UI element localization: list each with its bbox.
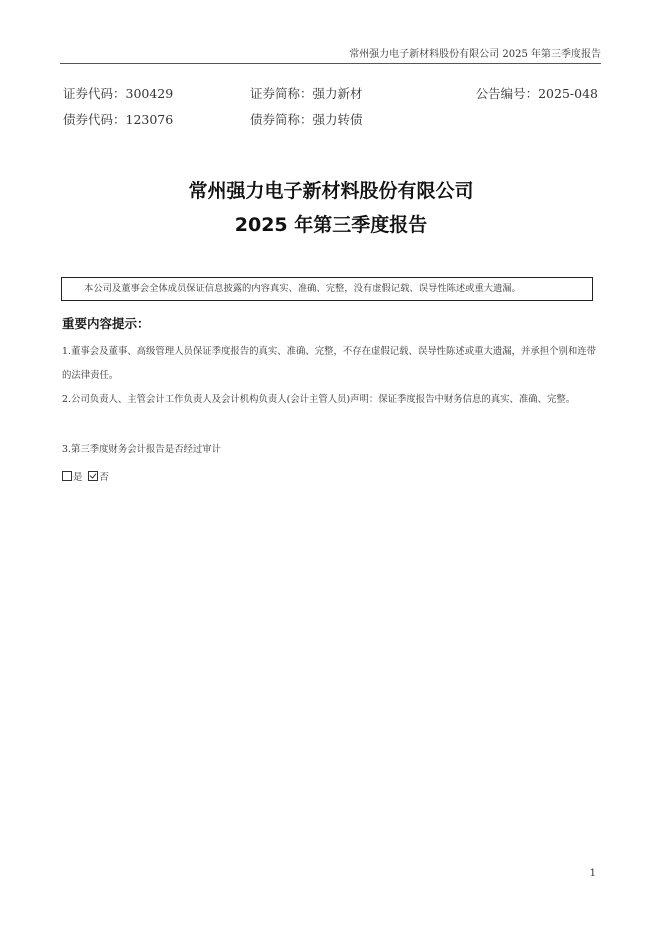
code-row-bond — [63, 110, 598, 128]
audit-options — [62, 468, 109, 488]
notice-item-1: 1.董事会及董事、高级管理人员保证季度报告的真实、准确、完整，不存在虚假记载、误导性陈述或重大遗漏，并承担个别和连带的法律责任。 — [62, 346, 596, 381]
page-number: 1 — [589, 868, 596, 879]
audit-no-checkbox[interactable] — [88, 471, 98, 481]
stock-code: 证券代码：300429 — [63, 86, 174, 101]
notice-item-3: 3.第三季度财务会计报告是否经过审计 — [62, 444, 221, 455]
stock-abbreviation: 证券简称：强力新材 — [250, 86, 363, 101]
bond-abbreviation: 债券简称：强力转债 — [250, 112, 363, 127]
running-header: 常州强力电子新材料股份有限公司 2025 年第三季度报告 — [60, 45, 601, 64]
audit-yes-checkbox[interactable] — [62, 471, 72, 481]
company-title: 常州强力电子新材料股份有限公司 — [188, 180, 474, 202]
code-row-stock — [63, 84, 598, 102]
announcement-number: 公告编号：2025-048 — [475, 86, 598, 101]
notice-item-2: 2.公司负责人、主管会计工作负责人及会计机构负责人(会计主管人员)声明：保证季度报告中财务信息的真实、准确、完整。 — [62, 394, 576, 405]
bond-code: 债券代码：123076 — [63, 112, 174, 127]
audit-no-label: 否 — [99, 472, 109, 483]
report-title: 2025 年第三季度报告 — [234, 214, 428, 236]
notice-heading: 重要内容提示： — [62, 316, 150, 331]
board-statement-box — [61, 277, 593, 301]
board-statement: 本公司及董事会全体成员保证信息披露的内容真实、准确、完整，没有虚假记载、误导性陈述或重大遗漏。 — [84, 283, 521, 294]
audit-yes-label: 是 — [73, 472, 83, 483]
